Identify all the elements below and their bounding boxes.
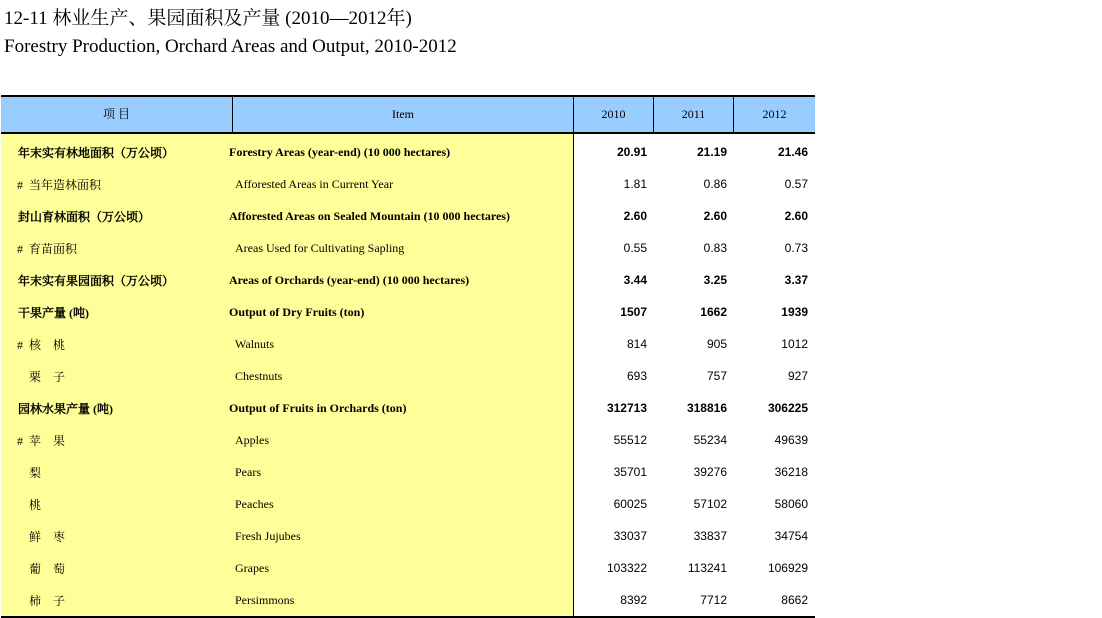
row-label-english: Persimmons — [235, 592, 295, 607]
statistics-table — [1, 95, 815, 618]
row-label-english: Output of Dry Fruits (ton) — [229, 304, 365, 319]
table-row — [1, 360, 573, 392]
value-2011: 2.60 — [703, 209, 727, 223]
header-item-chinese: 项 目 — [1, 97, 233, 132]
value-2012: 49639 — [774, 433, 808, 447]
value-2010: 8392 — [620, 593, 647, 607]
table-row — [1, 296, 573, 328]
table-row — [1, 552, 573, 584]
value-2010: 312713 — [606, 401, 647, 415]
value-2012: 21.46 — [777, 145, 808, 159]
value-2010: 103322 — [606, 561, 647, 575]
value-2011: 905 — [706, 337, 727, 351]
table-row-values — [574, 520, 815, 552]
value-2011: 55234 — [693, 433, 727, 447]
value-2012: 1012 — [781, 337, 808, 351]
table-row — [1, 520, 573, 552]
value-2011: 113241 — [687, 561, 727, 575]
value-2011: 1662 — [700, 305, 727, 319]
row-label-chinese: 年末实有果园面积（万公顷） — [18, 273, 175, 288]
table-row — [1, 328, 573, 360]
value-2012: 34754 — [774, 529, 808, 543]
row-label-english: Walnuts — [235, 336, 275, 351]
value-2012: 0.57 — [784, 177, 808, 191]
table-row-values — [574, 134, 815, 168]
row-label-chinese: 葡 萄 — [17, 561, 66, 576]
value-2011: 318816 — [686, 401, 727, 415]
header-year-2012: 2012 — [762, 107, 787, 121]
value-2011: 21.19 — [696, 145, 727, 159]
page-title-chinese: 12-11 林业生产、果园面积及产量 (2010—2012年) — [4, 8, 412, 29]
value-2012: 3.37 — [784, 273, 808, 287]
value-2010: 3.44 — [623, 273, 647, 287]
value-2010: 814 — [626, 337, 647, 351]
row-label-english: Afforested Areas on Sealed Mountain (10 000 hectares) — [229, 208, 510, 223]
row-label-chinese: 园林水果产量 (吨) — [18, 401, 113, 416]
value-2011: 0.83 — [703, 241, 727, 255]
value-2010: 55512 — [613, 433, 647, 447]
row-label-english: Afforested Areas in Current Year — [235, 176, 394, 191]
table-row-values — [574, 424, 815, 456]
value-2012: 2.60 — [784, 209, 808, 223]
value-2012: 1939 — [781, 305, 808, 319]
value-2011: 0.86 — [703, 177, 727, 191]
row-label-english: Peaches — [235, 496, 274, 511]
value-2012: 8662 — [781, 593, 808, 607]
header-year-2011: 2011 — [654, 97, 734, 132]
row-label-english: Apples — [235, 432, 269, 447]
table-row — [1, 168, 573, 200]
table-row — [1, 392, 573, 424]
table-row-values — [574, 552, 815, 584]
value-2012: 927 — [787, 369, 808, 383]
row-label-chinese: 梨 — [17, 465, 42, 480]
row-label-english: Grapes — [235, 560, 269, 575]
value-2012: 306225 — [767, 401, 808, 415]
value-2012: 58060 — [774, 497, 808, 511]
header-year-2010: 2010 — [574, 97, 654, 132]
value-2011: 57102 — [693, 497, 727, 511]
table-row-values — [574, 456, 815, 488]
value-2011: 39276 — [693, 465, 727, 479]
value-2010: 20.91 — [616, 145, 647, 159]
value-2012: 0.73 — [784, 241, 808, 255]
row-label-chinese: 干果产量 (吨) — [18, 305, 89, 320]
row-label-english: Forestry Areas (year-end) (10 000 hectares) — [229, 144, 451, 159]
value-2010: 693 — [626, 369, 647, 383]
row-label-english: Pears — [235, 464, 261, 479]
page-title-english: Forestry Production, Orchard Areas and Output, 2010-2012 — [4, 36, 457, 57]
value-2011: 7712 — [700, 593, 727, 607]
row-label-chinese: # 苹 果 — [17, 433, 66, 448]
table-row-values — [574, 360, 815, 392]
row-label-chinese: 栗 子 — [17, 369, 66, 384]
row-label-chinese: # 育苗面积 — [17, 241, 78, 256]
value-2010: 35701 — [613, 465, 647, 479]
row-label-chinese: 柿 子 — [17, 593, 66, 608]
item-labels-column — [1, 134, 574, 616]
row-label-chinese: # 当年造林面积 — [17, 177, 102, 192]
table-row — [1, 424, 573, 456]
table-row-values — [574, 392, 815, 424]
table-row — [1, 200, 573, 232]
value-2010: 2.60 — [623, 209, 647, 223]
value-2010: 60025 — [613, 497, 647, 511]
table-row — [1, 488, 573, 520]
table-row — [1, 584, 573, 616]
row-label-english: Output of Fruits in Orchards (ton) — [229, 400, 407, 415]
row-label-english: Areas of Orchards (year-end) (10 000 hectares) — [229, 272, 470, 287]
table-row-values — [574, 488, 815, 520]
value-2010: 1.81 — [623, 177, 647, 191]
value-2010: 0.55 — [623, 241, 647, 255]
row-label-english: Areas Used for Cultivating Sapling — [235, 240, 405, 255]
row-label-english: Chestnuts — [235, 368, 283, 383]
row-label-chinese: 年末实有林地面积（万公顷） — [18, 145, 175, 160]
value-2010: 1507 — [620, 305, 647, 319]
table-header — [1, 97, 815, 134]
table-row-values — [574, 328, 815, 360]
row-label-chinese: 桃 — [17, 497, 42, 512]
table-row — [1, 232, 573, 264]
header-item-english: Item — [233, 97, 574, 132]
value-2011: 33837 — [693, 529, 727, 543]
table-row — [1, 264, 573, 296]
values-column — [574, 134, 815, 616]
table-row-values — [574, 232, 815, 264]
value-2010: 33037 — [613, 529, 647, 543]
table-row — [1, 456, 573, 488]
table-row-values — [574, 296, 815, 328]
table-row-values — [574, 168, 815, 200]
table-row-values — [574, 264, 815, 296]
row-label-chinese: 封山育林面积（万公顷） — [18, 209, 151, 224]
table-body — [1, 134, 815, 616]
value-2011: 757 — [706, 369, 727, 383]
value-2012: 106929 — [767, 561, 808, 575]
row-label-chinese: # 核 桃 — [17, 337, 66, 352]
value-2011: 3.25 — [703, 273, 727, 287]
value-2012: 36218 — [774, 465, 808, 479]
table-row-values — [574, 200, 815, 232]
table-row-values — [574, 584, 815, 616]
row-label-chinese: 鲜 枣 — [17, 529, 66, 544]
row-label-english: Fresh Jujubes — [235, 528, 301, 543]
table-row — [1, 134, 573, 168]
